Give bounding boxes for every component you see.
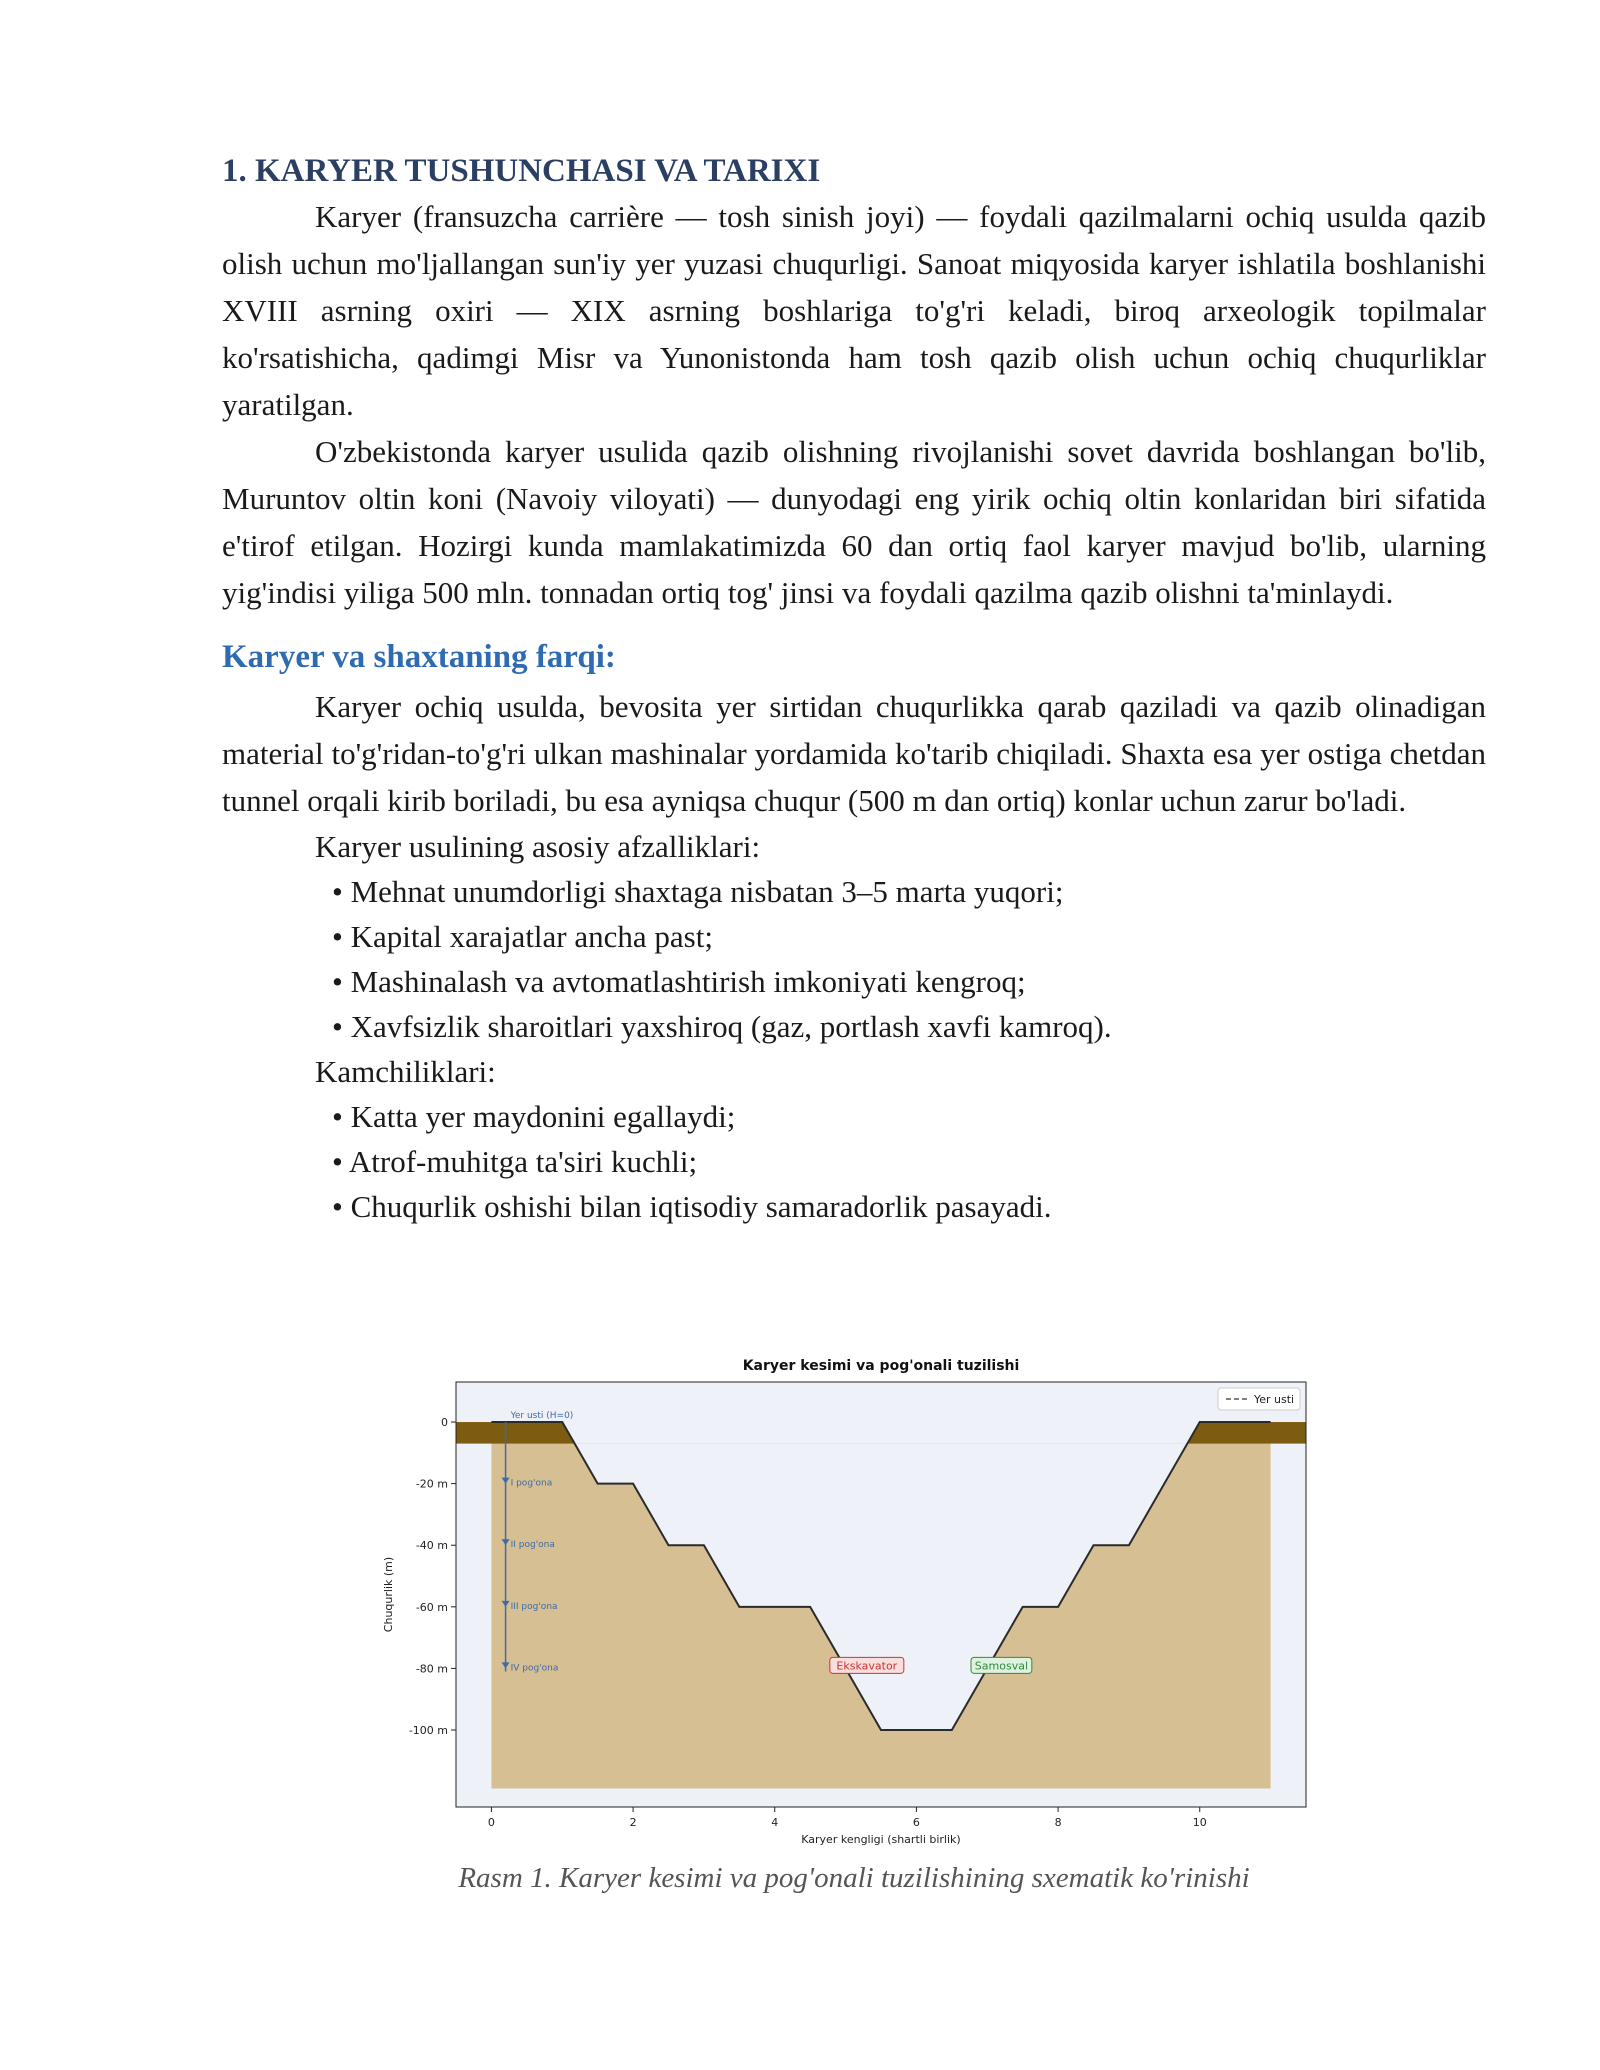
paragraph-1: Karyer (fransuzcha carrière — tosh sinish joyi) — foydali qazilmalarni ochiq usulda qazib olish uchun mo'ljallangan sun'iy yer yuzasi chuqurligi. Sanoat miqyosida karyer ishlatila boshlanishi XVIII asrning oxiri — XIX asrning boshlariga to'g'ri keladi, biroq arxeologik topilmalar ko'rsatishicha, qadimgi Misr va Yunonistonda ham tosh qazib olish uchun ochiq chuqurliklar yaratilgan. (222, 198, 1486, 422)
advantages-title: Karyer usulining asosiy afzalliklari: (315, 828, 761, 864)
list-item: • Kapital xarajatlar ancha past; (332, 914, 1486, 959)
level-label: IV pog'ona (510, 1663, 559, 1674)
section-title: 1. KARYER TUSHUNCHASI VA TARIXI (222, 153, 821, 189)
pit-opening (562, 1422, 1200, 1444)
disadvantages-list (222, 1094, 1486, 1229)
paragraph-3: Karyer ochiq usulda, bevosita yer sirtidan chuqurlikka qarab qaziladi va qazib olinadigan material to'g'ridan-to'g'ri ulkan mashinalar yordamida ko'tarib chiqiladi. Shaxta esa yer ostiga chetdan tunnel orqali kirib boriladi, bu esa ayniqsa chuqur (500 m dan ortiq) konlar uchun zarur bo'ladi. (222, 688, 1486, 818)
x-tick-label: 6 (912, 1816, 920, 1829)
y-tick-label: 0 (441, 1416, 448, 1430)
level-label: III pog'ona (510, 1601, 558, 1612)
list-item: • Xavfsizlik sharoitlari yaxshiroq (gaz, portlash xavfi kamroq). (332, 1004, 1486, 1049)
disadvantages-title: Kamchiliklari: (315, 1053, 496, 1089)
document-page (222, 140, 1486, 1229)
x-tick-label: 10 (1192, 1816, 1207, 1829)
list-item: • Katta yer maydonini egallaydi; (332, 1094, 1486, 1139)
list-item: • Atrof-muhitga ta'siri kuchli; (332, 1139, 1486, 1184)
y-tick-label: -100 m (408, 1724, 448, 1738)
x-tick-label: 2 (629, 1816, 637, 1829)
y-tick-label: -40 m (415, 1539, 448, 1553)
list-item: • Chuqurlik oshishi bilan iqtisodiy samaradorlik pasayadi. (332, 1184, 1486, 1229)
annotation-label: Samosval (974, 1659, 1029, 1673)
x-tick-label: 4 (771, 1816, 779, 1829)
subsection-title: Karyer va shaxtaning farqi: (222, 638, 616, 675)
level-label: Yer usti (H=0) (510, 1411, 574, 1422)
legend-item-label: Yer usti (1254, 1393, 1295, 1406)
list-item: • Mehnat unumdorligi shaxtaga nisbatan 3–5 marta yuqori; (332, 869, 1486, 914)
y-tick-label: -60 m (415, 1600, 448, 1614)
pit-cross-section-chart (382, 1352, 1332, 1862)
pit-cross-section-figure (382, 1352, 1332, 1862)
y-tick-label: -80 m (415, 1662, 448, 1676)
y-tick-label: -20 m (415, 1477, 448, 1491)
chart-title: Karyer kesimi va pog'onali tuzilishi (742, 1358, 1020, 1374)
x-axis-label: Karyer kengligi (shartli birlik) (801, 1833, 961, 1846)
x-tick-label: 0 (487, 1816, 495, 1829)
level-label: I pog'ona (510, 1478, 553, 1489)
level-label: II pog'ona (510, 1540, 555, 1551)
annotation-label: Ekskavator (836, 1659, 898, 1673)
list-item: • Mashinalash va avtomatlashtirish imkoniyati kengroq; (332, 959, 1486, 1004)
paragraph-2: O'zbekistonda karyer usulida qazib olishning rivojlanishi sovet davrida boshlangan bo'lib, Muruntov oltin koni (Navoiy viloyati) — dunyodagi eng yirik ochiq oltin konlaridan biri sifatida e'tirof etilgan. Hozirgi kunda mamlakatimizda 60 dan ortiq faol karyer mavjud bo'lib, ularning yig'indisi yiliga 500 mln. tonnadan ortiq tog' jinsi va foydali qazilma qazib olishni ta'minlaydi. (222, 433, 1486, 610)
y-axis-label: Chuqurlik (m) (382, 1556, 395, 1633)
figure-caption: Rasm 1. Karyer kesimi va pog'onali tuzilishining sxematik ko'rinishi (458, 1862, 1250, 1894)
x-tick-label: 8 (1054, 1816, 1062, 1829)
advantages-list (222, 869, 1486, 1049)
